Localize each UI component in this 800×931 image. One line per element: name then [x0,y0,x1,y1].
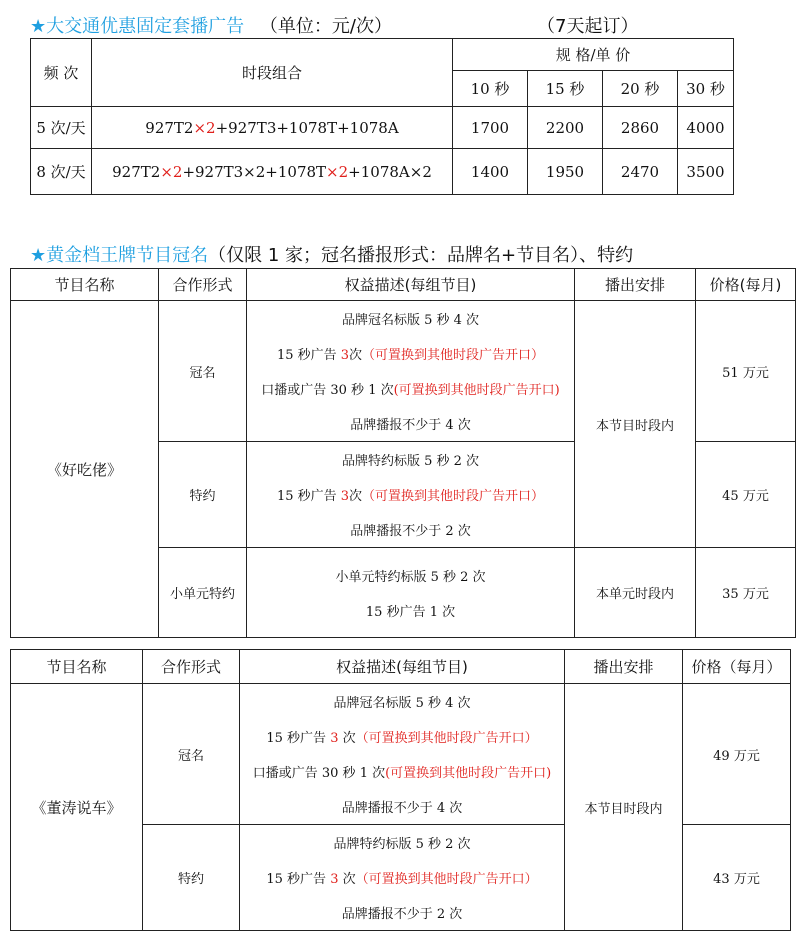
price-cell: 51 万元 [696,301,796,442]
header-duration: 10 秒 [453,71,528,107]
program-table-1 [10,268,796,638]
highlight-text: ×2 [326,162,349,181]
price-cell: 1700 [453,107,528,149]
text-segment: 927T2 [112,162,161,181]
header-benefits: 权益描述(每组节目) [247,269,575,301]
text-segment: 品牌播报不少于 2 次 [350,524,471,539]
text-segment: +1078A×2 [348,162,432,181]
highlight-text: ×2 [193,118,216,137]
traffic-price-table [30,38,734,195]
text-segment: +927T3×2+1078T [182,162,327,181]
price-cell: 35 万元 [696,548,796,638]
highlight-text: （可置换到其他时段广告开口） [355,731,538,746]
benefits-cell [247,301,575,442]
form-cell: 冠名 [143,684,240,825]
form-cell: 冠名 [159,301,247,442]
benefit-line [247,558,574,593]
price-cell: 4000 [678,107,734,149]
benefit-line [247,336,574,371]
highlight-text: （可置换到其他时段广告开口） [362,348,545,363]
section2-heading [30,241,633,267]
freq-cell: 5 次/天 [31,107,92,149]
form-cell: 特约 [143,825,240,931]
section1-title: ★大交通优惠固定套播广告 [30,16,245,37]
benefit-line [247,477,574,512]
schedule-cell: 本节目时段内 [565,684,683,931]
schedule-cell: 本节目时段内 [575,301,696,548]
table-row [11,301,796,442]
text-segment: 15 秒广告 [266,731,331,746]
text-segment: 口播或广告 30 秒 1 次 [261,383,394,398]
combo-cell [92,107,453,149]
form-cell: 小单元特约 [159,548,247,638]
text-segment: 品牌冠名标版 5 秒 4 次 [341,313,480,328]
text-segment: 次 [338,731,356,746]
header-price: 价格（每月） [683,650,791,684]
text-segment: 15 秒广告 [276,348,341,363]
table-row [31,107,734,149]
program-name: 《董涛说车》 [11,684,143,931]
highlight-text: 3 [330,872,339,887]
section1-note: （7天起订） [537,16,639,37]
header-benefits: 权益描述(每组节目) [240,650,565,684]
header-duration: 20 秒 [603,71,678,107]
highlight-text: ×2 [160,162,183,181]
highlight-text: (可置换到其他时段广告开口) [393,383,560,398]
text-segment: 小单元特约标版 5 秒 2 次 [335,569,486,585]
benefit-line [247,301,574,336]
price-cell: 2470 [603,149,678,195]
text-segment: 次 [349,489,363,504]
text-segment: 次 [338,872,356,887]
combo-cell [92,149,453,195]
highlight-text: (可置换到其他时段广告开口) [385,766,552,781]
text-segment: 15 秒广告 1 次 [365,604,456,620]
highlight-text: 3 [330,731,339,746]
header-schedule: 播出安排 [565,650,683,684]
section2-subtitle: （仅限 1 家；冠名播报形式：品牌名+节目名）、特约 [208,245,634,266]
benefit-line [247,442,574,477]
text-segment: 品牌特约标版 5 秒 2 次 [341,454,480,469]
benefit-line [240,895,564,930]
price-cell: 3500 [678,149,734,195]
text-segment: 次 [349,348,363,363]
header-duration: 15 秒 [528,71,603,107]
program-table-2 [10,649,791,931]
header-form: 合作形式 [143,650,240,684]
benefit-line [247,406,574,441]
benefit-line [240,719,564,754]
price-cell: 1400 [453,149,528,195]
header-program: 节目名称 [11,650,143,684]
text-segment: 品牌播报不少于 2 次 [341,907,463,922]
text-segment: +927T3+1078T+1078A [215,118,399,137]
header-spec: 规 格/单 价 [453,39,734,71]
table-row [11,684,791,825]
section2-title: ★黄金档王牌节目冠名 [30,245,209,266]
benefit-line [240,860,564,895]
section1-heading [30,12,392,38]
benefits-cell [247,442,575,548]
benefit-line [247,512,574,547]
form-cell: 特约 [159,442,247,548]
price-cell: 45 万元 [696,442,796,548]
highlight-text: （可置换到其他时段广告开口） [362,489,545,504]
highlight-text: （可置换到其他时段广告开口） [355,872,538,887]
freq-cell: 8 次/天 [31,149,92,195]
header-schedule: 播出安排 [575,269,696,301]
benefit-line [240,754,564,789]
benefit-line [247,593,574,628]
benefit-line [240,789,564,824]
benefit-line [240,825,564,860]
text-segment: 15 秒广告 [276,489,341,504]
benefit-line [240,684,564,719]
program-name: 《好吃佬》 [11,301,159,638]
header-form: 合作形式 [159,269,247,301]
text-segment: 品牌播报不少于 4 次 [350,418,471,433]
benefit-line [247,371,574,406]
price-cell: 2200 [528,107,603,149]
highlight-text: 3 [340,489,350,504]
header-duration: 30 秒 [678,71,734,107]
benefits-cell [247,548,575,638]
highlight-text: 3 [340,348,350,363]
text-segment: 品牌特约标版 5 秒 2 次 [333,837,471,852]
price-cell: 49 万元 [683,684,791,825]
text-segment: 品牌冠名标版 5 秒 4 次 [333,696,471,711]
header-program: 节目名称 [11,269,159,301]
text-segment: 927T2 [145,118,194,137]
price-cell: 2860 [603,107,678,149]
price-cell: 43 万元 [683,825,791,931]
text-segment: 口播或广告 30 秒 1 次 [252,766,386,781]
table-row [31,149,734,195]
header-freq: 频 次 [31,39,92,107]
text-segment: 品牌播报不少于 4 次 [341,801,463,816]
text-segment: 15 秒广告 [266,872,331,887]
benefits-cell [240,684,565,825]
schedule-cell: 本单元时段内 [575,548,696,638]
header-price: 价格(每月) [696,269,796,301]
section1-unit: （单位：元/次） [259,16,392,37]
header-combo: 时段组合 [92,39,453,107]
price-cell: 1950 [528,149,603,195]
benefits-cell [240,825,565,931]
